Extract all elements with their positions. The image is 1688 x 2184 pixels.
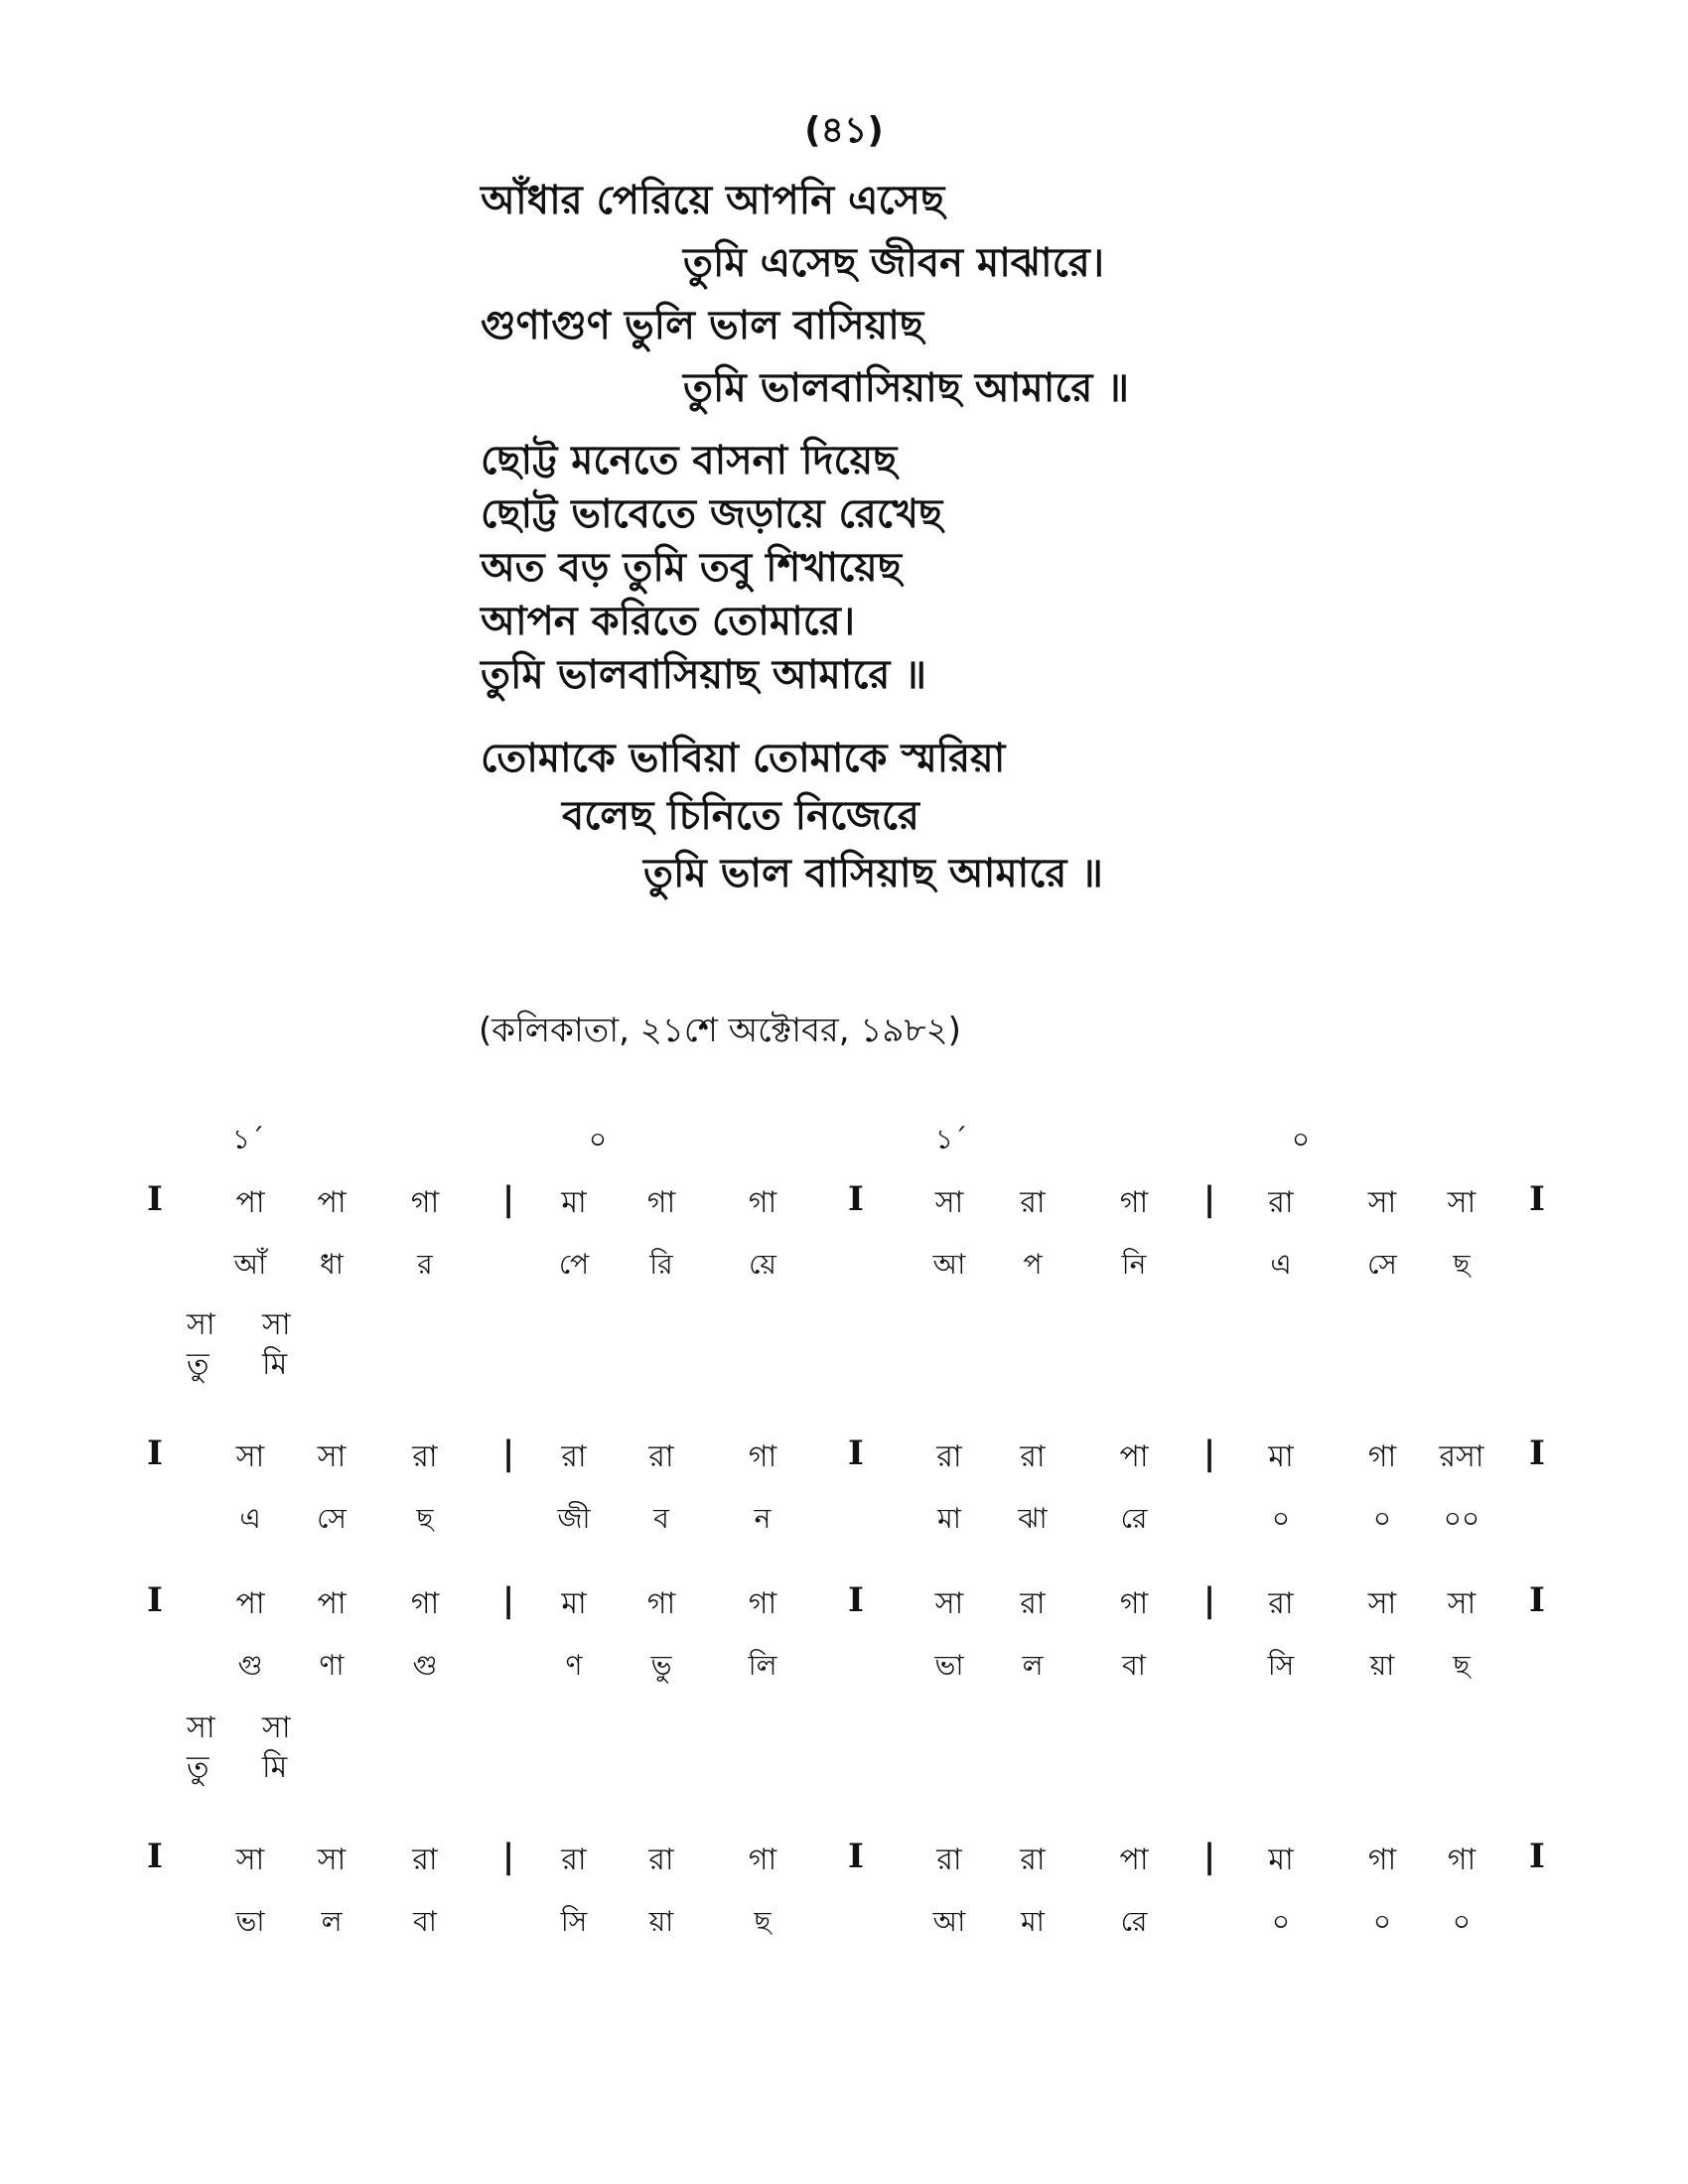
barline-minor: | [1202, 1179, 1216, 1219]
lyric-cell: ধা [320, 1248, 344, 1281]
note-cell: গা [1119, 1185, 1149, 1220]
lyric-cell: লি [748, 1649, 777, 1682]
note-cell: রা [936, 1439, 962, 1474]
lyric-cell: আঁ [233, 1248, 267, 1281]
note-cell: সা [1367, 1185, 1397, 1220]
lyric-cell: য়ে [749, 1248, 776, 1281]
lyric-cell: এ [239, 1502, 261, 1535]
barline-minor: | [1202, 1433, 1216, 1473]
lyric-cell: ০ [1271, 1905, 1291, 1938]
lyric-cell: পে [558, 1248, 590, 1281]
lyric-cell: রি [649, 1248, 673, 1281]
note-cell: রা [1268, 1586, 1294, 1621]
lyric-cell: ছ [1453, 1248, 1471, 1281]
note-cell: সা [1447, 1185, 1477, 1220]
poem-line: ছোট্ট মনেতে বাসনা দিয়েছ [481, 438, 898, 483]
note-cell: সা [235, 1843, 265, 1877]
note-cell: পা [1119, 1843, 1149, 1877]
lyric-cell: বা [413, 1905, 437, 1938]
lyric-cell: সে [317, 1502, 347, 1535]
note-cell: সা [235, 1439, 265, 1474]
note-cell: পা [1119, 1439, 1149, 1474]
note-cell: গা [410, 1185, 440, 1220]
lyric-cell: ০০ [1443, 1502, 1480, 1535]
tala-mark: ০ [588, 1123, 608, 1156]
lyric-cell: আ [932, 1905, 966, 1938]
poem-line: তুমি ভালবাসিয়াছ আমারে ॥ [481, 652, 926, 698]
barline-major: I [848, 1433, 864, 1473]
note-cell: মা [561, 1185, 587, 1220]
note-cell: পা [317, 1185, 347, 1220]
lyric-cell: ০ [1271, 1502, 1291, 1535]
lyric-cell: ঝা [1018, 1502, 1048, 1535]
lyric-cell: য়া [648, 1905, 674, 1938]
note-cell: সা [317, 1843, 347, 1877]
pickup-lyric: তু [187, 1750, 210, 1785]
lyric-cell: মা [1021, 1905, 1045, 1938]
barline-minor: | [501, 1179, 515, 1219]
note-cell: গা [748, 1843, 777, 1877]
tala-mark: ০ [1291, 1123, 1311, 1156]
note-cell: পা [235, 1185, 265, 1220]
lyric-cell: গু [237, 1649, 263, 1682]
pickup-note: সা [262, 1307, 291, 1342]
lyric-cell: মা [937, 1502, 961, 1535]
note-cell: মা [1268, 1843, 1294, 1877]
note-cell: রা [648, 1439, 674, 1474]
barline-minor: | [501, 1433, 515, 1473]
note-cell: রা [648, 1843, 674, 1877]
note-cell: সা [1447, 1586, 1477, 1621]
poem-line: তুমি এসেছ জীবন মাঝারে। [683, 240, 1105, 286]
pickup-note: সা [187, 1710, 215, 1745]
barline-minor: | [501, 1837, 515, 1876]
pickup-lyric: মি [262, 1750, 288, 1785]
note-cell: গা [1447, 1843, 1477, 1877]
note-cell: রসা [1439, 1439, 1484, 1474]
note-cell: গা [748, 1439, 777, 1474]
note-cell: সা [317, 1439, 347, 1474]
note-cell: গা [1119, 1586, 1149, 1621]
poem-line: গুণাগুণ ভুলি ভাল বাসিয়াছ [481, 303, 924, 348]
lyric-cell: য়া [1369, 1649, 1395, 1682]
lyric-cell: নি [1121, 1248, 1147, 1281]
lyric-cell: ল [321, 1905, 343, 1938]
lyric-cell: জী [557, 1502, 591, 1535]
poem-line: বলেছ চিনিতে নিজেরে [562, 793, 919, 839]
lyric-cell: ভা [934, 1649, 964, 1682]
note-cell: গা [410, 1586, 440, 1621]
note-cell: গা [748, 1586, 777, 1621]
lyric-cell: ন [754, 1502, 772, 1535]
lyric-cell: রে [1120, 1905, 1148, 1938]
barline-major: I [1529, 1433, 1545, 1473]
note-cell: গা [646, 1586, 676, 1621]
barline-major: I [147, 1837, 163, 1876]
barline-major: I [147, 1580, 163, 1620]
poem-line: তোমাকে ভাবিয়া তোমাকে স্মরিয়া [481, 736, 1006, 781]
lyric-cell: ণা [319, 1649, 345, 1682]
pickup-note: সা [262, 1710, 291, 1745]
note-cell: রা [561, 1439, 587, 1474]
poem-line: তুমি ভাল বাসিয়াছ আমারে ॥ [643, 851, 1103, 896]
note-cell: সা [934, 1185, 964, 1220]
pickup-lyric: মি [262, 1347, 288, 1382]
poem-line: অত বড় তুমি তবু শিখায়েছ [481, 545, 902, 591]
lyric-cell: ০ [1452, 1905, 1472, 1938]
note-cell: গা [748, 1185, 777, 1220]
date-line: (কলিকাতা, ২১শে অক্টোবর, ১৯৮২) [479, 1011, 961, 1050]
lyric-cell: ছ [754, 1905, 772, 1938]
lyric-cell: আ [932, 1248, 966, 1281]
note-cell: সা [1367, 1586, 1397, 1621]
barline-major: I [848, 1179, 864, 1219]
lyric-cell: ছ [416, 1502, 434, 1535]
poem-line: আপন করিতে তোমারে। [481, 599, 856, 644]
note-cell: রা [412, 1439, 438, 1474]
lyric-cell: ব [653, 1502, 669, 1535]
note-cell: রা [1020, 1185, 1046, 1220]
poem-line: ছোট্ট ভাবেতে জড়ায়ে রেখেছ [481, 491, 943, 537]
lyric-cell: প [1023, 1248, 1043, 1281]
lyric-cell: ভা [235, 1905, 265, 1938]
lyric-cell: সে [1367, 1248, 1397, 1281]
lyric-cell: ০ [1372, 1502, 1392, 1535]
note-cell: গা [1367, 1439, 1397, 1474]
note-cell: রা [412, 1843, 438, 1877]
lyric-cell: সি [560, 1905, 588, 1938]
barline-major: I [147, 1179, 163, 1219]
note-cell: মা [1268, 1439, 1294, 1474]
tala-mark: ১´ [934, 1123, 968, 1156]
note-cell: রা [1268, 1185, 1294, 1220]
page-number: (৪১) [804, 110, 884, 151]
lyric-cell: ণ [565, 1649, 583, 1682]
lyric-cell: এ [1270, 1248, 1292, 1281]
barline-major: I [1529, 1837, 1545, 1876]
barline-minor: | [1202, 1837, 1216, 1876]
barline-major: I [848, 1837, 864, 1876]
poem-line: আঁধার পেরিয়ে আপনি এসেছ [481, 178, 945, 223]
barline-major: I [147, 1433, 163, 1473]
lyric-cell: র [417, 1248, 433, 1281]
pickup-note: সা [187, 1307, 215, 1342]
lyric-cell: ছ [1453, 1649, 1471, 1682]
note-cell: গা [1367, 1843, 1397, 1877]
note-cell: রা [1020, 1843, 1046, 1877]
note-cell: রা [561, 1843, 587, 1877]
barline-minor: | [1202, 1580, 1216, 1620]
barline-major: I [848, 1580, 864, 1620]
lyric-cell: সি [1267, 1649, 1295, 1682]
lyric-cell: রে [1120, 1502, 1148, 1535]
note-cell: রা [1020, 1439, 1046, 1474]
pickup-lyric: তু [187, 1347, 210, 1382]
lyric-cell: ভু [650, 1649, 672, 1682]
barline-minor: | [501, 1580, 515, 1620]
lyric-cell: বা [1122, 1649, 1146, 1682]
barline-major: I [1529, 1580, 1545, 1620]
note-cell: সা [934, 1586, 964, 1621]
lyric-cell: গু [412, 1649, 438, 1682]
note-cell: মা [561, 1586, 587, 1621]
barline-major: I [1529, 1179, 1545, 1219]
lyric-cell: ল [1022, 1649, 1044, 1682]
note-cell: পা [317, 1586, 347, 1621]
tala-mark: ১´ [231, 1123, 265, 1156]
note-cell: পা [235, 1586, 265, 1621]
note-cell: গা [646, 1185, 676, 1220]
note-cell: রা [1020, 1586, 1046, 1621]
lyric-cell: ০ [1372, 1905, 1392, 1938]
note-cell: রা [936, 1843, 962, 1877]
poem-line: তুমি ভালবাসিয়াছ আমারে ॥ [683, 365, 1129, 411]
